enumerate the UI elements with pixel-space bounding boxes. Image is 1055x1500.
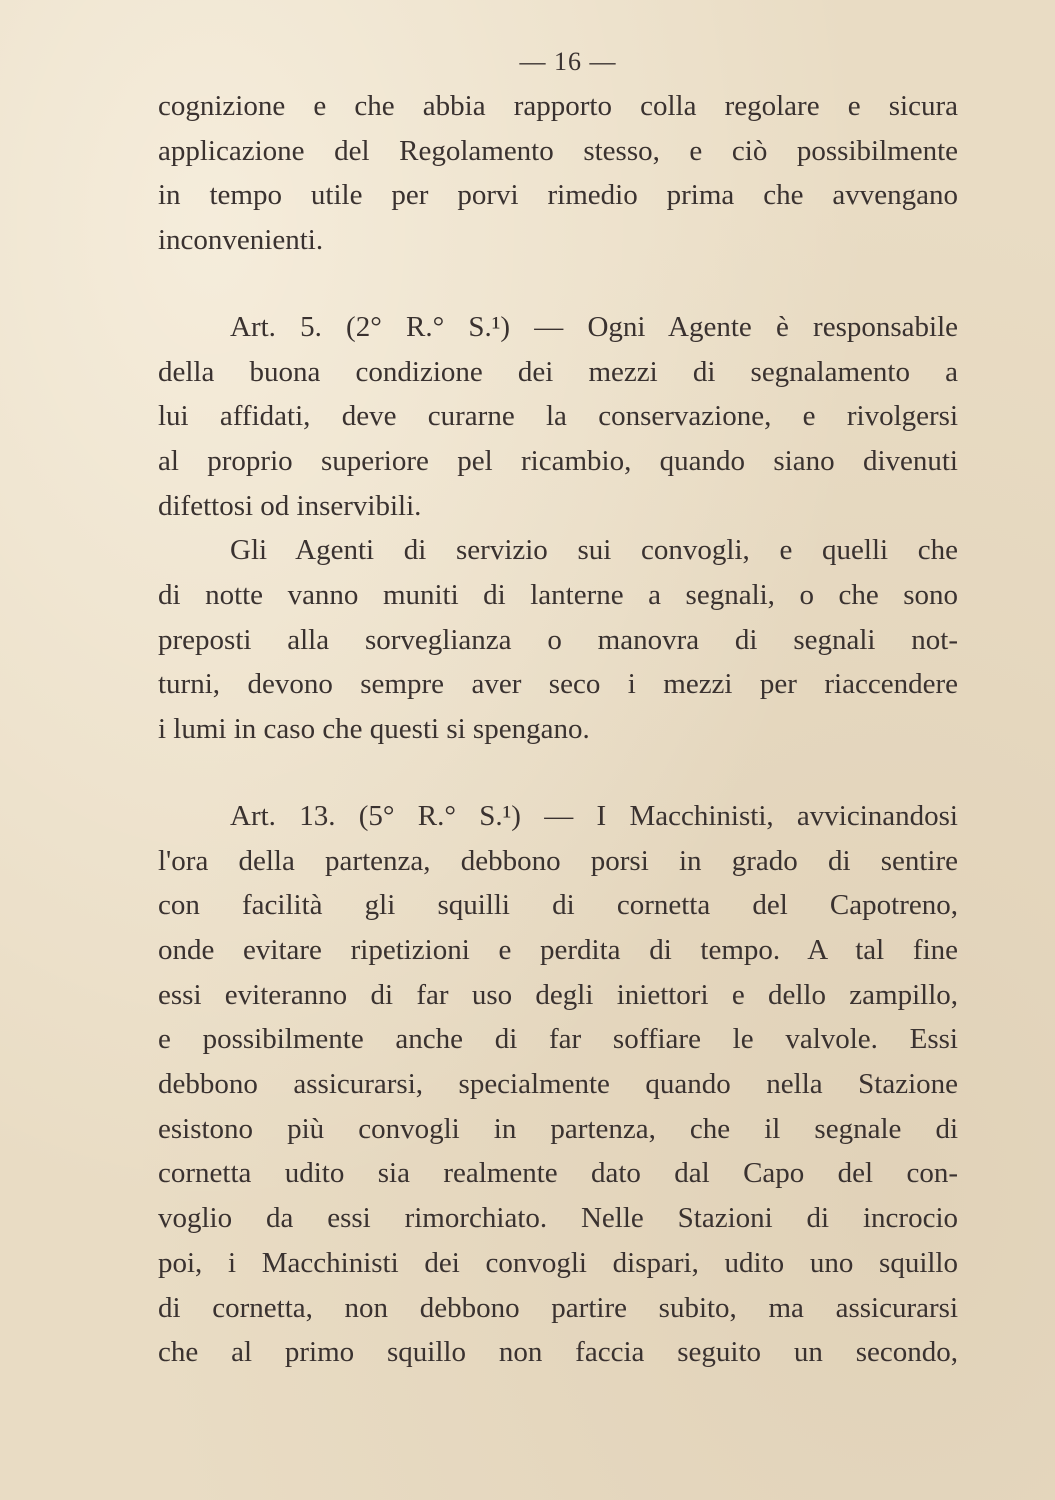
text-line: Gli Agenti di servizio sui convogli, e quelli che bbox=[230, 534, 958, 567]
paragraph-art-5 bbox=[158, 305, 958, 529]
text-line: poi, i Macchinisti dei convogli dispari, udito uno squillo bbox=[158, 1246, 958, 1279]
text-line: l'ora della partenza, debbono porsi in grado di sentire bbox=[158, 844, 958, 877]
document-page bbox=[158, 40, 958, 1375]
text-line: al proprio superiore pel ricambio, quando siano divenuti bbox=[158, 444, 958, 477]
page-number: — 16 — bbox=[519, 47, 617, 76]
text-line: inconvenienti. bbox=[158, 224, 324, 257]
text-line: debbono assicurarsi, specialmente quando nella Stazione bbox=[158, 1068, 958, 1101]
paragraph-continuation bbox=[158, 84, 958, 263]
text-line: in tempo utile per porvi rimedio prima che avvengano bbox=[158, 179, 958, 212]
text-line: preposti alla sorveglianza o manovra di segnali not- bbox=[158, 623, 958, 656]
text-line: di cornetta, non debbono partire subito, ma assicurarsi bbox=[158, 1291, 958, 1324]
text-line: essi eviteranno di far uso degli iniettori e dello zampillo, bbox=[158, 978, 958, 1011]
paragraph-art-5-second bbox=[158, 528, 958, 752]
text-line: cognizione e che abbia rapporto colla regolare e sicura bbox=[158, 90, 958, 122]
text-line: Art. 13. (5° R.° S.¹) — I Macchinisti, avvicinandosi bbox=[230, 799, 958, 832]
paragraph-art-13 bbox=[158, 794, 958, 1375]
text-line: esistono più convogli in partenza, che il segnale di bbox=[158, 1112, 958, 1145]
text-line: con facilità gli squilli di cornetta del Capotreno, bbox=[158, 889, 958, 922]
paragraph-gap bbox=[158, 752, 958, 794]
text-line: voglio da essi rimorchiato. Nelle Stazioni di incrocio bbox=[158, 1202, 958, 1235]
text-line: Art. 5. (2° R.° S.¹) — Ogni Agente è responsabile bbox=[230, 310, 958, 343]
text-line: applicazione del Regolamento stesso, e ciò possibilmente bbox=[158, 134, 958, 167]
text-line: di notte vanno muniti di lanterne a segnali, o che sono bbox=[158, 579, 958, 612]
text-line: cornetta udito sia realmente dato dal Capo del con- bbox=[158, 1157, 958, 1190]
paragraph-gap bbox=[158, 263, 958, 305]
text-line: turni, devono sempre aver seco i mezzi per riaccendere bbox=[158, 668, 958, 701]
text-line: lui affidati, deve curarne la conservazione, e rivolgersi bbox=[158, 400, 958, 433]
text-line: onde evitare ripetizioni e perdita di tempo. A tal fine bbox=[158, 933, 958, 966]
text-line: difettosi od inservibili. bbox=[158, 489, 422, 522]
text-line: e possibilmente anche di far soffiare le valvole. Essi bbox=[158, 1023, 958, 1056]
text-line: che al primo squillo non faccia seguito un secondo, bbox=[158, 1336, 958, 1369]
text-line: della buona condizione dei mezzi di segnalamento a bbox=[158, 355, 958, 388]
text-line: i lumi in caso che questi si spengano. bbox=[158, 713, 590, 746]
